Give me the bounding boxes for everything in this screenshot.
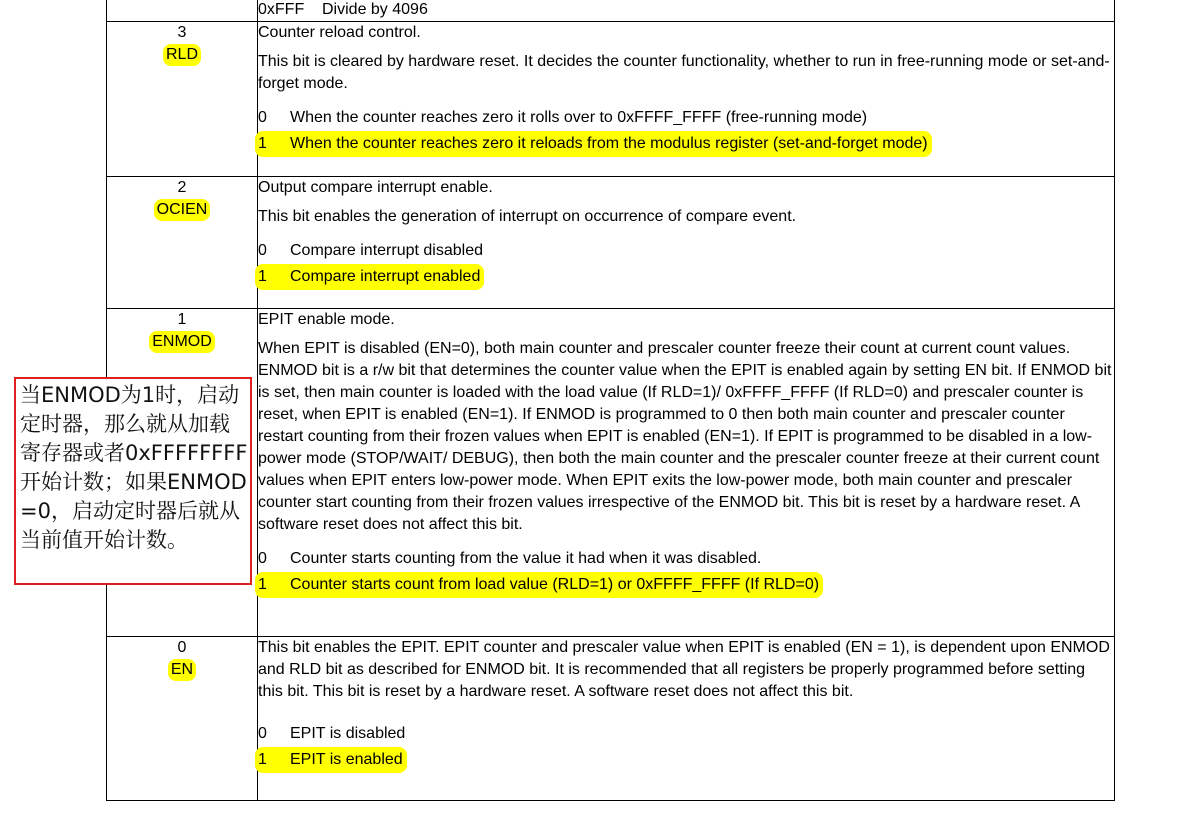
option-item (258, 105, 1114, 131)
field-cell (107, 22, 258, 177)
description-cell (258, 177, 1115, 309)
option-text: EPIT is enabled (290, 751, 403, 768)
table-row (107, 309, 1115, 637)
description-cell (258, 22, 1115, 177)
option-value: 1 (258, 135, 267, 152)
annotation-text: 当ENMOD为1时，启动定时器，那么就从加载寄存器或者0xFFFFFFFF开始计数；如果ENMOD=0，启动定时器后就从当前值开始计数。 (20, 383, 248, 552)
bit-number: 0 (177, 639, 187, 656)
option-item (255, 264, 484, 290)
option-value: 0 (258, 242, 267, 259)
description-cell (258, 637, 1115, 801)
description-cell (258, 0, 1115, 22)
annotation-note (14, 377, 252, 585)
field-cell (107, 0, 258, 22)
register-field-table (106, 0, 1115, 801)
table-row (107, 22, 1115, 177)
table-row (107, 0, 1115, 22)
field-cell (107, 637, 258, 801)
field-description: This bit enables the EPIT. EPIT counter and prescaler value when EPIT is enabled (EN = 1), is dependent upon ENMOD and RLD bit as described for ENMOD bit. It is recommended that all registers be properly programmed before setting this bit. This bit is reset by a hardware reset. A software reset does not affect this bit. (258, 639, 1110, 700)
option-list (258, 546, 1114, 598)
option-text: Counter starts counting from the value it had when it was disabled. (290, 550, 762, 567)
option-item (258, 721, 1114, 747)
bit-number: 2 (177, 179, 187, 196)
field-cell (107, 177, 258, 309)
option-value: 0 (258, 109, 267, 126)
field-title: Counter reload control. (258, 24, 421, 41)
option-list (258, 238, 1114, 290)
option-text: When the counter reaches zero it rolls over to 0xFFFF_FFFF (free-running mode) (290, 109, 868, 126)
option-list (258, 105, 1114, 157)
option-value: 1 (258, 751, 267, 768)
divide-option-text: 0xFFF Divide by 4096 (258, 1, 428, 18)
field-name: OCIEN (154, 199, 211, 221)
description-cell (258, 309, 1115, 637)
option-value: 0 (258, 725, 267, 742)
option-list (258, 721, 1114, 773)
field-description: When EPIT is disabled (EN=0), both main counter and prescaler counter freeze their count at current count values. ENMOD bit is a r/w bit that determines the counter value when the EPIT is enabled again by setting EN bit. If ENMOD bit is set, then main counter is loaded with the load value (If RLD=1)/ 0xFFFF_FFFF (If RLD=0) and prescaler counter is reset, when EPIT is enabled (EN=1). If ENMOD is programmed to 0 then both main counter and prescaler counter restart counting from their frozen values when EPIT is enabled (EN=1). If EPIT is programmed to be disabled in a low-power mode (STOP/WAIT/ DEBUG), then both the main counter and the prescaler counter freeze at their current count values when EPIT enters low-power mode. When EPIT exits the low-power mode, both main counter and prescaler counter start counting from their frozen values irrespective of the ENMOD bit. This bit is reset by a hardware reset. A software reset does not affect this bit. (258, 340, 1112, 533)
option-text: Compare interrupt enabled (290, 268, 481, 285)
option-item (258, 238, 1114, 264)
option-item (255, 131, 932, 157)
bit-number: 3 (177, 24, 187, 41)
field-name: RLD (163, 44, 201, 66)
field-title: Output compare interrupt enable. (258, 179, 493, 196)
field-name: EN (168, 659, 196, 681)
table-row (107, 177, 1115, 309)
field-description: This bit enables the generation of interrupt on occurrence of compare event. (258, 208, 797, 225)
option-item (255, 572, 823, 598)
table-row (107, 637, 1115, 801)
option-value: 1 (258, 576, 267, 593)
option-item (258, 546, 1114, 572)
option-text: When the counter reaches zero it reloads from the modulus register (set-and-forget mode) (290, 135, 928, 152)
option-text: Compare interrupt disabled (290, 242, 483, 259)
option-value: 0 (258, 550, 267, 567)
field-description: This bit is cleared by hardware reset. It decides the counter functionality, whether to run in free-running mode or set-and-forget mode. (258, 53, 1110, 92)
field-name: ENMOD (149, 331, 215, 353)
option-item (255, 747, 407, 773)
field-title: EPIT enable mode. (258, 311, 395, 328)
option-text: Counter starts count from load value (RLD=1) or 0xFFFF_FFFF (If RLD=0) (290, 576, 820, 593)
bit-number: 1 (177, 311, 187, 328)
option-text: EPIT is disabled (290, 725, 406, 742)
option-value: 1 (258, 268, 267, 285)
